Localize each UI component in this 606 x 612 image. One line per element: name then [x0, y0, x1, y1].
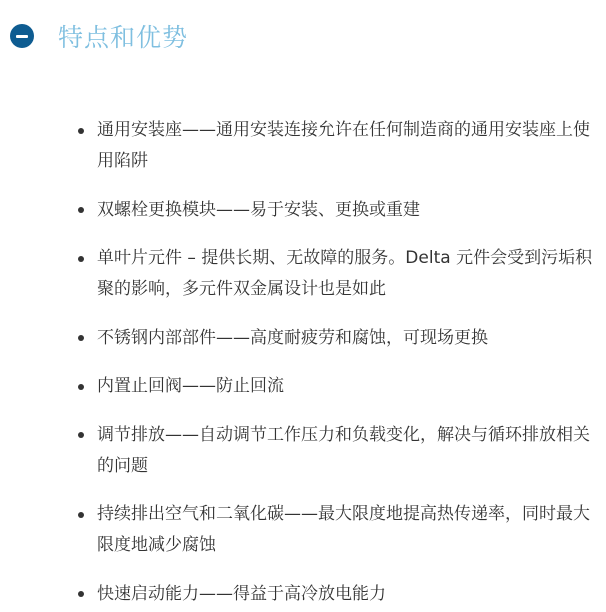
bullet-icon: [78, 207, 84, 213]
bullet-icon: [78, 256, 84, 262]
list-item-text: 通用安装座——通用安装连接允许在任何制造商的通用安装座上使用陷阱: [97, 120, 590, 171]
list-item-text: 单叶片元件 – 提供长期、无故障的服务。Delta 元件会受到污垢积聚的影响，多元件双金属设计也是如此: [97, 248, 593, 299]
list-item-text: 内置止回阀——防止回流: [97, 376, 284, 396]
list-item-text: 不锈钢内部部件——高度耐疲劳和腐蚀，可现场更换: [97, 327, 488, 348]
list-item: [0, 115, 606, 177]
minus-circle-icon[interactable]: [10, 24, 34, 48]
list-item: [0, 420, 606, 482]
bullet-icon: [78, 432, 84, 438]
list-item: [0, 243, 606, 305]
bullet-icon: [78, 128, 84, 134]
section-header[interactable]: [10, 19, 188, 53]
list-item: [0, 323, 606, 354]
bullet-icon: [78, 384, 84, 390]
feature-list: [0, 115, 606, 612]
bullet-icon: [78, 591, 84, 597]
list-item: [0, 371, 606, 402]
list-item: [0, 499, 606, 561]
list-item: [0, 579, 606, 610]
section-title: 特点和优势: [58, 23, 189, 52]
list-item-text: 快速启动能力——得益于高冷放电能力: [97, 583, 386, 604]
list-item-text: 持续排出空气和二氧化碳——最大限度地提高热传递率，同时最大限度地减少腐蚀: [97, 504, 590, 555]
bullet-icon: [78, 335, 84, 341]
bullet-icon: [78, 512, 84, 518]
list-item-text: 双螺栓更换模块——易于安装、更换或重建: [97, 199, 420, 220]
list-item-text: 调节排放——自动调节工作压力和负载变化，解决与循环排放相关的问题: [97, 424, 590, 476]
list-item: [0, 195, 606, 226]
